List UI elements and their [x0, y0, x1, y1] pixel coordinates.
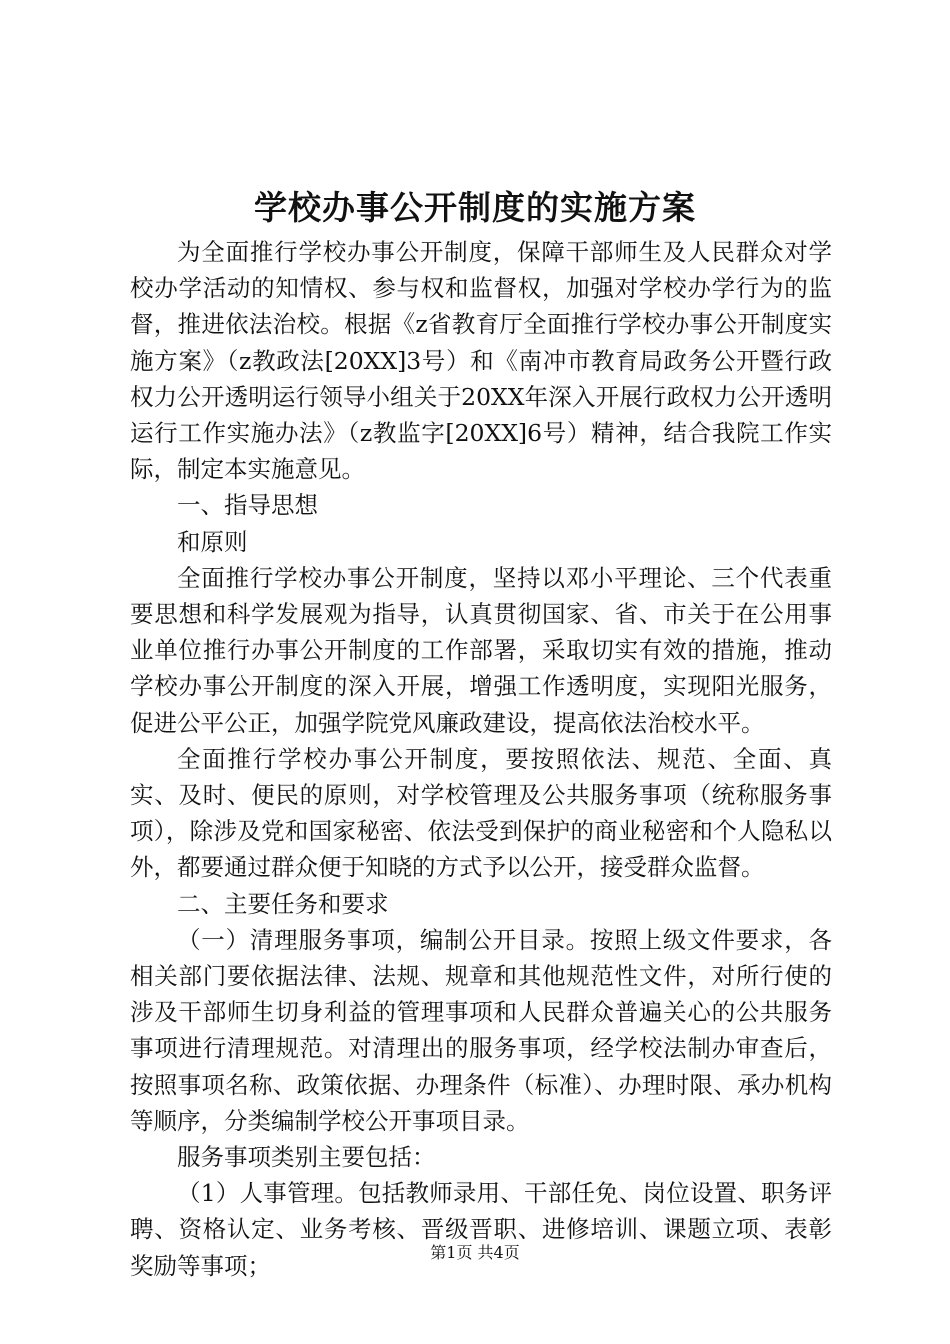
body-paragraph: 服务事项类别主要包括： [177, 1143, 436, 1172]
body-paragraph: （一）清理服务事项，编制公开目录。按照上级文件要求，各相关部门要依据法律、法规、规章和其他规范性文件，对所行使的涉及干部师生切身利益的管理事项和人民群众普遍关心的公共服务事项进行清理规范。对清理出的服务事项，经学校法制办审查后，按照事项名称、政策依据、办理条件（标准）、办理时限、承办机构等顺序，分类编制学校公开事项目录。 [130, 925, 832, 1135]
page-footer: 第1页 共4页 [430, 1243, 520, 1262]
section-heading-2: 二、主要任务和要求 [177, 889, 389, 918]
body-paragraph: 全面推行学校办事公开制度，要按照依法、规范、全面、真实、及时、便民的原则，对学校管理及公共服务事项（统称服务事项），除涉及党和国家秘密、依法受到保护的商业秘密和个人隐私以外，都要通过群众便于知晓的方式予以公开，接受群众监督。 [130, 744, 832, 882]
document-body [130, 234, 832, 1284]
section-heading-1: 一、指导思想 [177, 491, 318, 520]
section-heading-1-cont: 和原则 [177, 527, 248, 556]
body-paragraph: 全面推行学校办事公开制度，坚持以邓小平理论、三个代表重要思想和科学发展观为指导，认真贯彻国家、省、市关于在公用事业单位推行办事公开制度的工作部署，采取切实有效的措施，推动学校办事公开制度的深入开展，增强工作透明度，实现阳光服务，促进公平公正，加强学院党风廉政建设，提高依法治校水平。 [130, 563, 832, 737]
intro-paragraph: 为全面推行学校办事公开制度，保障干部师生及人民群众对学校办学活动的知情权、参与权和监督权，加强对学校办学行为的监督，推进依法治校。根据《z省教育厅全面推行学校办事公开制度实施方案》（z教政法[20XX]3号）和《南冲市教育局政务公开暨行政权力公开透明运行领导小组关于20XX年深入开展行政权力公开透明运行工作实施办法》（z教监字[20XX]6号）精神，结合我院工作实际，制定本实施意见。 [130, 238, 832, 484]
document-title: 学校办事公开制度的实施方案 [254, 188, 696, 227]
body-paragraph: （1）人事管理。包括教师录用、干部任免、岗位设置、职务评聘、资格认定、业务考核、晋级晋职、进修培训、课题立项、表彰奖励等事项； [130, 1179, 832, 1280]
